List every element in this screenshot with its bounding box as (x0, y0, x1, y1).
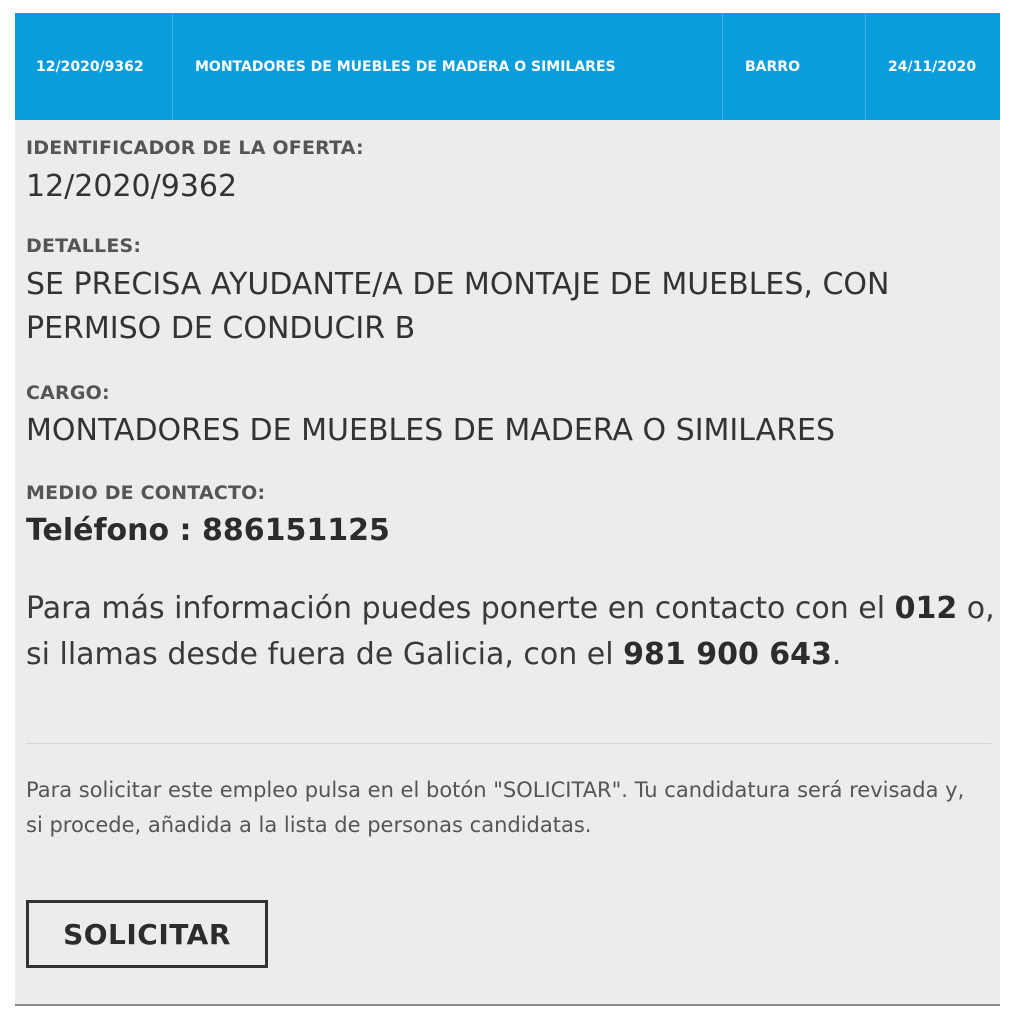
offer-date-cell: 24/11/2020 (865, 13, 1000, 120)
offer-id-cell: 12/2020/9362 (36, 58, 144, 75)
contact-label: MEDIO DE CONTACTO: (26, 482, 266, 504)
solicitar-button[interactable]: SOLICITAR (26, 900, 268, 968)
offer-id-label: IDENTIFICADOR DE LA OFERTA: (26, 137, 364, 159)
cargo-label: CARGO: (26, 382, 110, 404)
details-value: SE PRECISA AYUDANTE/A DE MONTAJE DE MUEBLES, CON PERMISO DE CONDUCIR B (26, 267, 890, 346)
offer-id-value: 12/2020/9362 (26, 169, 238, 204)
more-info-text (26, 586, 996, 678)
more-info-part2: o, si llamas desde fuera de Galicia, con el (26, 591, 995, 672)
offer-summary-row[interactable] (15, 13, 1000, 120)
apply-instructions: Para solicitar este empleo pulsa en el botón "SOLICITAR". Tu candidatura será revisada y, si procede, añadida a la lista de personas candidatas. (26, 778, 965, 837)
job-offer-card (15, 13, 1000, 1006)
phone-012[interactable]: 012 (894, 591, 958, 626)
more-info-part3: . (831, 637, 842, 672)
divider (26, 743, 991, 744)
contact-phone[interactable]: Teléfono : 886151125 (26, 513, 390, 548)
more-info-part1: Para más información puedes ponerte en contacto con el (26, 591, 895, 626)
offer-title-cell: MONTADORES DE MUEBLES DE MADERA O SIMILARES (172, 13, 722, 120)
cargo-value: MONTADORES DE MUEBLES DE MADERA O SIMILARES (26, 413, 836, 448)
phone-outside-galicia[interactable]: 981 900 643 (623, 637, 832, 672)
details-label: DETALLES: (26, 235, 142, 257)
offer-location-cell: BARRO (722, 13, 865, 120)
